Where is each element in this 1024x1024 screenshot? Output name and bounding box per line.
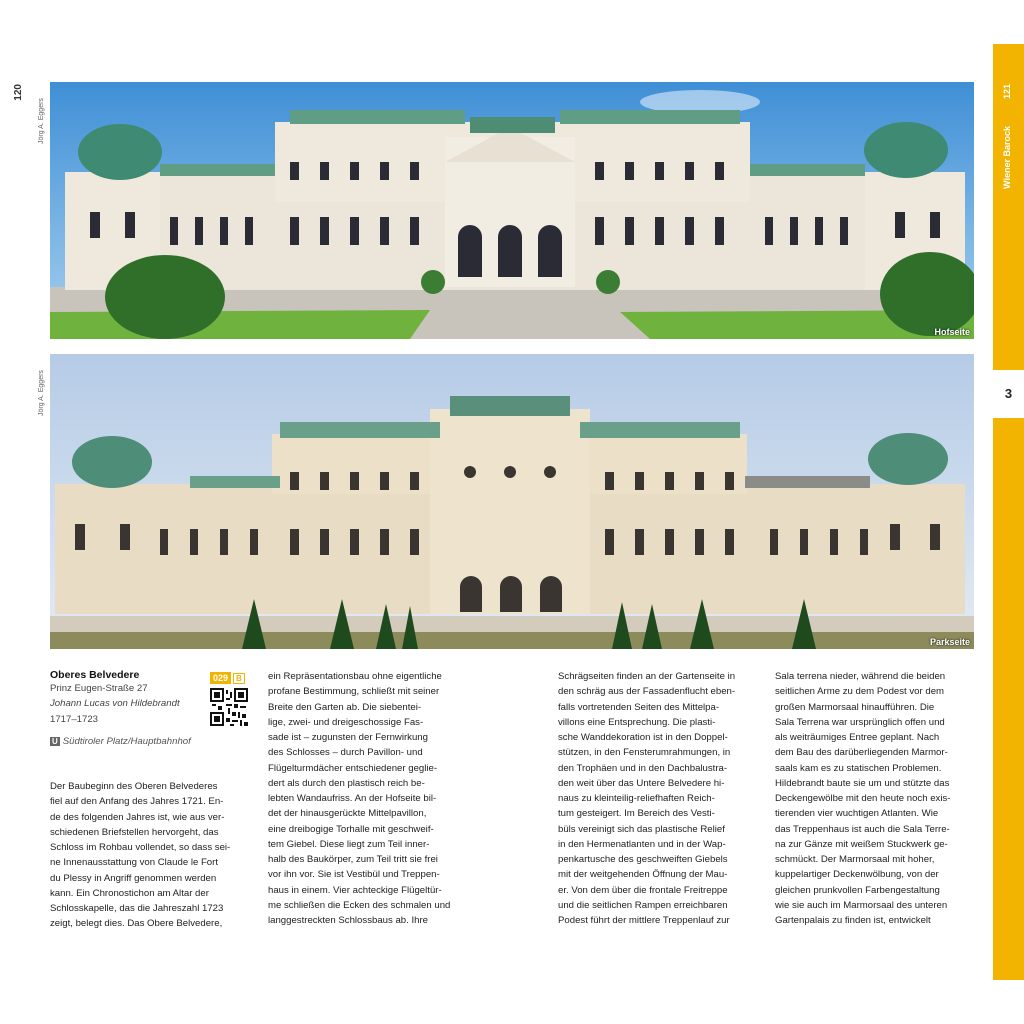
text-line: det der hinausgerückte Mittelpavillon, xyxy=(268,808,427,820)
text-line: stützen, in den Fensterumrahmungen, in xyxy=(558,747,731,759)
text-line: in den Hermenatlanten und in der Wap- xyxy=(558,838,726,850)
text-line: tum gesteigert. Im Bereich des Vesti- xyxy=(558,808,715,820)
metro-icon: U xyxy=(52,736,58,746)
text-line: lebten Wandaufriss. An der Hofseite bil- xyxy=(268,793,437,804)
text-line: Sala Terrena war ursprünglich offen und xyxy=(775,716,945,728)
building-photo-icon xyxy=(50,354,974,649)
text-line: du Plessy in Angriff genommen werden xyxy=(50,872,217,884)
text-line: Hildebrandt baute sie um und stützte das xyxy=(775,777,950,789)
text-line: naus zu kleinteilig-reliefhaften Reich- xyxy=(558,793,715,804)
text-line: sade ist – zugunsten der Fernwirkung xyxy=(268,732,428,743)
text-line: den weit über das Untere Belvedere hi- xyxy=(558,777,725,789)
info-years: 1717–1723 xyxy=(50,713,99,725)
text-line: villons eine Entsprechung. Die plasti- xyxy=(558,716,716,728)
metro-stop: Südtiroler Platz/Hauptbahnhof xyxy=(62,735,191,747)
text-line: des Schlosses – durch Pavillon- und xyxy=(268,747,423,759)
badge-letter: B xyxy=(233,673,245,684)
photo-parkseite xyxy=(50,354,974,649)
text-line: penkartusche des geschweiften Giebels xyxy=(558,854,728,865)
text-line: gleichen prunkvollen Farbengestaltung xyxy=(775,884,940,896)
page-number-left: 120 xyxy=(13,84,24,101)
text-line: haus in einem. Vier achteckige Flügeltür- xyxy=(268,884,442,896)
text-line: Schlosskapelle, das die Jahreszahl 1723 xyxy=(50,903,224,914)
text-line: schiedenen Briefstellen hervorgeht, das xyxy=(50,826,219,838)
text-line: Breite den Garten ab. Die siebentei- xyxy=(268,701,422,713)
text-line: dem Bau des darüberliegenden Marmor- xyxy=(775,747,948,759)
text-line: Flügelturmdächer entschiedener geglie- xyxy=(268,762,438,774)
chapter-sidebar-bottom xyxy=(993,418,1024,980)
text-column-1 xyxy=(50,779,248,932)
text-line: Schloss im Rohbau vollendet, so dass sei- xyxy=(50,842,231,853)
chapter-number: 3 xyxy=(1004,386,1013,401)
text-line: ein Repräsentationsbau ohne eigentliche xyxy=(268,671,442,682)
text-line: schmückt. Der Marmorsaal mit hoher, xyxy=(775,854,935,865)
text-line: halb des Baukörper, zum Teil tritt sie frei xyxy=(268,854,438,865)
info-address: Prinz Eugen-Straße 27 xyxy=(50,683,148,694)
text-line: und die seitlichen Rampen erreichbaren xyxy=(558,899,728,911)
text-line: ne Innenausstattung von Claude le Fort xyxy=(50,857,219,869)
text-line: wie sie auch im Marmorsaal des unteren xyxy=(775,899,948,911)
chapter-sidebar-top xyxy=(993,44,1024,370)
photo-caption-parkseite: Parkseite xyxy=(929,637,970,647)
text-line: me schließen die Ecken des schmalen und xyxy=(268,899,451,911)
text-line: eine dreibogige Torhalle mit geschweif- xyxy=(268,823,434,835)
info-architect: Johann Lucas von Hildebrandt xyxy=(50,698,180,710)
text-line: Der Baubeginn des Oberen Belvederes xyxy=(50,781,218,792)
text-line: den schräg aus der Fassadenflucht eben- xyxy=(558,686,736,698)
text-line: großen Marmorsaal hinaufführen. Die xyxy=(775,701,935,713)
photo-credit-2: Jörg A. Eggers xyxy=(38,370,45,416)
info-badge xyxy=(210,668,245,686)
text-line: zeigt, belegt dies. Das Obere Belvedere, xyxy=(50,918,223,930)
text-line: seitlichen Arme zu dem Podest vor dem xyxy=(775,686,945,698)
text-line: profane Bestimmung, schließt mit seiner xyxy=(268,686,440,698)
text-line: Schrägseiten finden an der Gartenseite in xyxy=(558,671,736,682)
info-title: Oberes Belvedere xyxy=(50,669,140,681)
text-line: falls vortretenden Seiten des Mittelpa- xyxy=(558,701,720,713)
text-line: kann. Ein Chronostichon am Altar der xyxy=(50,887,209,899)
text-line: vor ihn vor. Sie ist Vestibül und Treppen- xyxy=(268,869,440,881)
text-line: das Treppenhaus ist auch die Sala Terre- xyxy=(775,823,950,835)
text-line: tierenden vier wuchtigen Atlanten. Wie xyxy=(775,808,939,820)
photo-credit-1: Jörg A. Eggers xyxy=(38,98,45,144)
text-line: kuppelartiger Deckenwölbung, von der xyxy=(775,869,939,881)
building-photo-icon xyxy=(50,82,974,339)
text-line: Gartenpalais zu finden ist, entwickelt xyxy=(775,915,931,926)
text-line: tem Giebel. Diese liegt zum Teil inner- xyxy=(268,838,430,850)
photo-hofseite xyxy=(50,82,974,339)
text-line: er. Von dem über die frontale Freitreppe xyxy=(558,884,728,896)
text-column-4 xyxy=(775,669,974,928)
text-line: dert als durch den plastisch reich be- xyxy=(268,777,425,789)
photo-caption-hofseite: Hofseite xyxy=(934,327,970,337)
text-line: den Trophäen und in den Dachbalustra- xyxy=(558,762,728,774)
text-line: büls vereinigt sich das plastische Relief xyxy=(558,823,725,835)
text-line: mit der weitgehenden Öffnung der Mau- xyxy=(558,869,728,881)
text-line: langgestreckten Schlossbaus ab. Ihre xyxy=(268,915,428,926)
qr-code-icon[interactable] xyxy=(210,688,248,726)
text-line: saals kam es zu statischen Problemen. xyxy=(775,762,942,774)
text-line: sche Wanddekoration ist in den Doppel- xyxy=(558,732,728,743)
text-line: Sala terrena nieder, während die beiden xyxy=(775,671,946,682)
page-number-right: 121 xyxy=(1002,84,1012,100)
text-line: Deckengewölbe mit den heute noch exis- xyxy=(775,793,951,804)
text-column-2 xyxy=(268,669,467,928)
chapter-label: Wiener Barock xyxy=(1002,126,1012,189)
text-line: na zur Gänze mit weißem Stuckwerk ge- xyxy=(775,838,948,850)
text-column-3 xyxy=(558,669,757,928)
text-line: lige, zwei- und dreigeschossige Fas- xyxy=(268,716,424,728)
text-line: als weiträumiges Entree geplant. Nach xyxy=(775,732,940,743)
badge-number: 029 xyxy=(210,672,231,684)
text-line: Podest führt der mittlere Treppenlauf zur xyxy=(558,915,730,926)
metro-line xyxy=(50,736,250,747)
text-line: fiel auf den Anfang des Jahres 1721. En- xyxy=(50,796,224,808)
text-line: de des folgenden Jahres ist, wie aus ver- xyxy=(50,811,225,823)
